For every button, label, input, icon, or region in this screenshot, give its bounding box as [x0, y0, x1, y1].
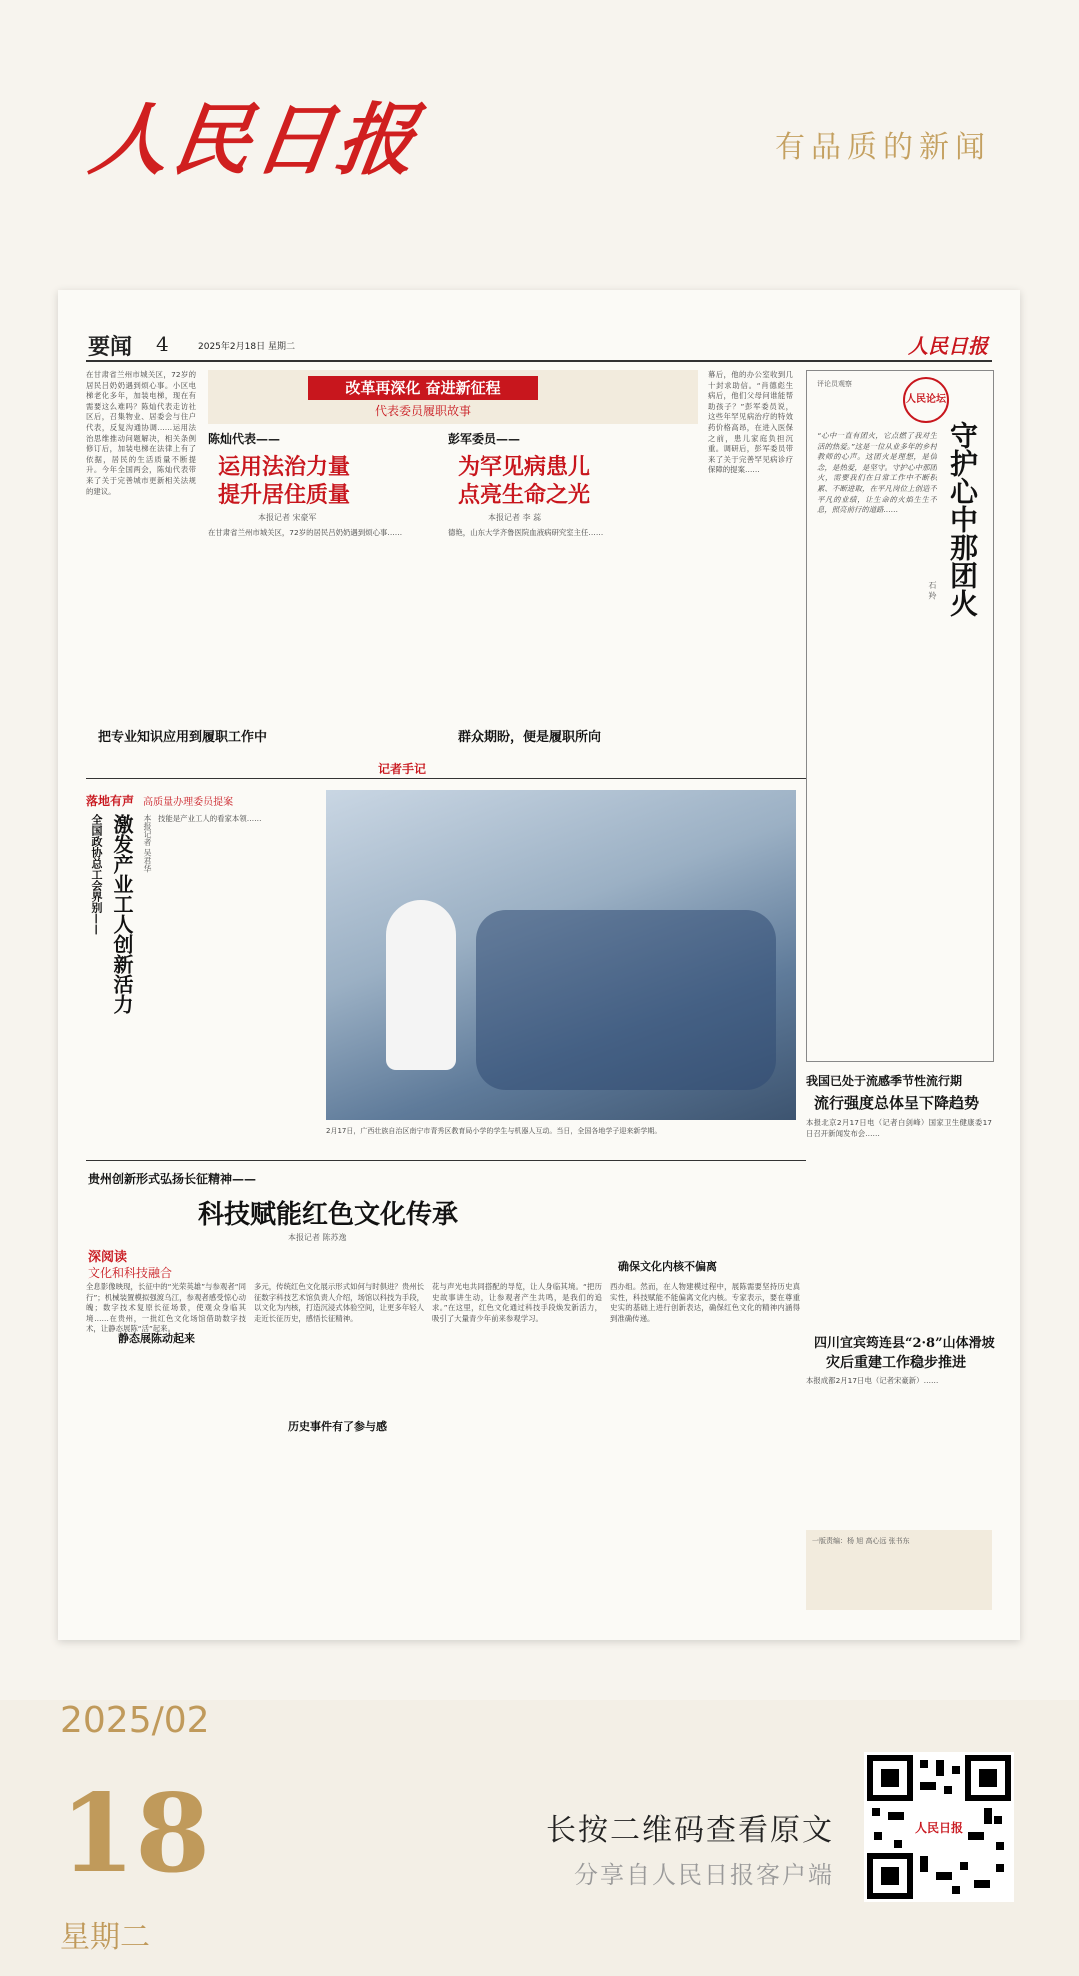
qr-code-icon — [864, 1752, 1014, 1902]
date-day: 18 — [60, 1771, 211, 1897]
students-group — [476, 910, 776, 1090]
app-header — [0, 0, 1079, 300]
story3-body: 技能是产业工人的看家本领…… — [158, 814, 262, 823]
story6-title-line2[interactable]: 灾后重建工作稳步推进 — [826, 1355, 966, 1371]
masthead-rule — [86, 360, 992, 362]
story2-body: 德艳，山东大学齐鲁医院血液病研究室主任…… — [448, 528, 604, 537]
story3-tag: 落地有声 — [86, 794, 135, 808]
banner-title: 改革再深化 奋进新征程 — [308, 376, 538, 400]
story3-title[interactable]: 激发产业工人创新活力 — [110, 814, 134, 1014]
story5-title-line1[interactable]: 我国已处于流感季节性流行期 — [806, 1074, 963, 1088]
story5-title-line2[interactable]: 流行强度总体呈下降趋势 — [814, 1094, 980, 1112]
commentary-author: 石 羚 — [928, 581, 937, 600]
story3-byline: 本报记者 吴君华 — [143, 814, 152, 873]
story4-kicker: 贵州创新形式弘扬长征精神—— — [88, 1172, 257, 1186]
story4-sub2: 历史事件有了参与感 — [288, 1420, 387, 1433]
banner-subtitle: 代表委员履职故事 — [374, 404, 471, 418]
story1-byline: 本报记者 宋豪军 — [258, 513, 317, 522]
newspaper-page[interactable] — [58, 290, 1020, 1640]
story4-sub3: 确保文化内核不偏离 — [618, 1260, 717, 1273]
story3-kicker: 全国政协总工会界别—— — [90, 814, 103, 935]
reporter-note-label: 记者手记 — [378, 762, 427, 776]
story2-title-line1[interactable]: 为罕见病患儿 — [458, 454, 591, 480]
story2-subhead: 群众期盼，便是履职所向 — [458, 730, 602, 745]
story1-body: 在甘肃省兰州市城关区，72岁的居民吕奶奶遇到烦心事…… — [208, 528, 403, 537]
story4-col4: 西办组。然而，在人物建模过程中，展陈需要坚持历史真实性，科技赋能不能偏离文化内核。专家表示，要在尊重史实的基础上进行创新表达，确保红色文化的精神内涵得到准确传递。 — [610, 1282, 800, 1323]
story6-title-line1[interactable]: 四川宜宾筠连县“2·8”山体滑坡 — [814, 1336, 995, 1351]
story1-kicker: 陈灿代表—— — [208, 432, 281, 446]
slogan: 有品质的新闻 — [775, 130, 991, 165]
robot-figure — [386, 900, 456, 1070]
commentary-title[interactable]: 守护心中那团火 — [946, 421, 979, 617]
masthead-logo: 人民日报 — [908, 334, 988, 358]
qr-code[interactable] — [864, 1752, 1014, 1902]
story4-section-sub: 文化和科技融合 — [88, 1266, 173, 1280]
page-masthead — [88, 330, 988, 360]
qr-instruction: 长按二维码查看原文 — [546, 1813, 834, 1848]
divider — [86, 1160, 806, 1161]
story6-body: 本报成都2月17日电（记者宋豪新）…… — [806, 1376, 939, 1385]
page-number: 4 — [156, 332, 169, 356]
story1-title-line2[interactable]: 提升居住质量 — [218, 482, 351, 508]
story4-title[interactable]: 科技赋能红色文化传承 — [198, 1200, 459, 1230]
commentary-box — [806, 370, 994, 1062]
logo: 人民日报 — [84, 95, 426, 186]
issue-date: 2025年2月18日 星期二 — [198, 342, 295, 352]
story2-byline: 本报记者 李 蕊 — [488, 513, 542, 522]
story3-tag2: 高质量办理委员提案 — [143, 797, 234, 808]
date-year-month: 2025/02 — [60, 1700, 210, 1741]
story4-section-label: 深阅读 — [88, 1250, 128, 1265]
story4-byline: 本报记者 陈苏逸 — [288, 1233, 347, 1242]
photo-caption: 2月17日，广西壮族自治区南宁市青秀区教育局小学的学生与机器人互动。当日，全国各地学子迎来新学期。 — [326, 1127, 662, 1135]
share-source: 分享自人民日报客户端 — [574, 1861, 834, 1889]
editor-credits: 一版责编：杨 旭 高心远 张书东 — [806, 1530, 992, 1610]
story5-body: 本报北京2月17日电（记者白剑峰）国家卫生健康委17日召开新闻发布会…… — [806, 1118, 992, 1138]
commentary-body: “心中一直有团火，它点燃了我对生活的热爱。”这是一位从业多年的乡村教师的心声。这团火是理想，是信念，是热爱，是坚守。守护心中那团火，需要我们在日常工作中不断积累、不断进取，在平凡岗位上创造不平凡的业绩，让生命的火焰生生不息，照亮前行的道路…… — [817, 431, 937, 515]
qr-logo: 人民日报 — [914, 1821, 964, 1835]
story4-col3: 花与声光电共同搭配的导览，让人身临其境。“把历史故事讲生动，让参观者产生共鸣，是我们的追求。”在这里，红色文化通过科技手段焕发新活力，吸引了大量青少年前来参观学习。 — [432, 1282, 602, 1323]
story4-col2: 多元，传统红色文化展示形式如何与时俱进？贵州长征数字科技艺术馆负责人介绍，场馆以科技为手段，以文化为内核，打造沉浸式体验空间，让更多年轻人走近长征历史，感悟长征精神。 — [254, 1282, 424, 1323]
story3-tagline — [86, 790, 316, 808]
commentary-column-label: 评论员观察 — [817, 380, 852, 388]
story1-subhead: 把专业知识应用到履职工作中 — [98, 730, 268, 745]
story2-title-line2[interactable]: 点亮生命之光 — [458, 482, 591, 508]
story1-title-line1[interactable]: 运用法治力量 — [218, 454, 351, 480]
story2-continued: 幕后，他的办公室收到几十封求助信。“肖德彪生病后，他们父母问谁能帮助孩子？”彭军委员说，这些年罕见病治疗的特效药价格高昂，在进入医保之前，患儿家庭负担沉重。调研后，彭军委员带来了关于完善罕见病诊疗保障的提案…… — [708, 370, 793, 475]
story4-col1: 全息影像映现，长征中的“光荣英雄”与参观者“同行”；机械装置模拟强渡乌江，参观者感受惊心动魄；数字技术复原长征场景，使观众身临其境……在贵州，一批红色文化场馆借助数字技术，让静态展陈“活”起来。 — [86, 1282, 246, 1334]
divider — [86, 778, 806, 779]
commentary-badge: 人民论坛 — [903, 377, 949, 423]
story4-sub1: 静态展陈动起来 — [118, 1332, 195, 1345]
feature-banner — [208, 370, 698, 424]
news-photo[interactable] — [326, 790, 796, 1120]
section-name: 要闻 — [88, 334, 133, 360]
story2-kicker: 彭军委员—— — [448, 432, 521, 446]
left-column-text: 在甘肃省兰州市城关区，72岁的居民吕奶奶遇到烦心事。小区电梯老化多年，加装电梯，现在有需要这么难吗？陈灿代表走访社区后，召集物业、居委会与住户代表，反复沟通协调……运用法治思维推动问题解决，相关条例修订后，加装电梯在法律上有了依据，居民的生活质量不断提升。今年全国两会，陈灿代表带来了关于完善城市更新相关法规的建议。 — [86, 370, 196, 496]
date-weekday: 星期二 — [60, 1920, 150, 1955]
